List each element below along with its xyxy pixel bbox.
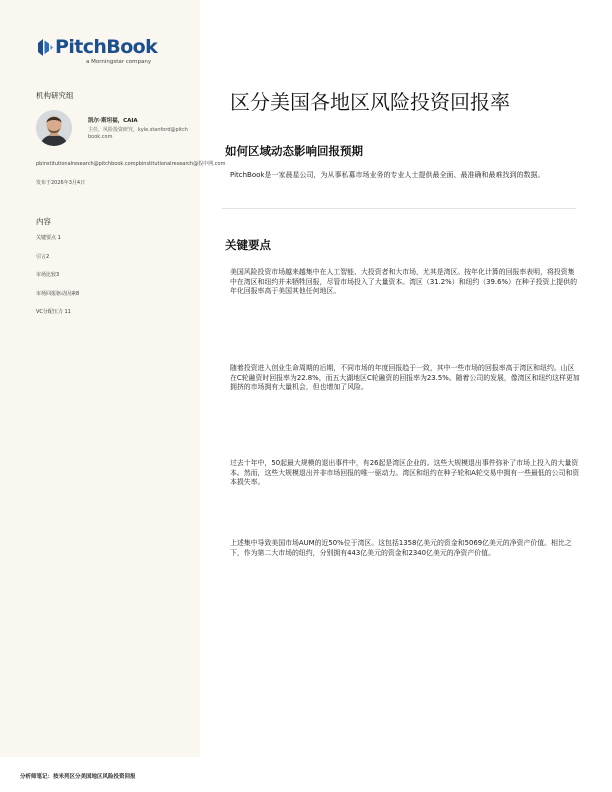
toc-item-distribution-pressure[interactable]: VC分配压力 11 xyxy=(36,309,71,316)
toc-item-market-comparison[interactable]: 市场比较3 xyxy=(36,272,60,279)
pitchbook-mark-icon xyxy=(38,39,53,56)
toc-item-return-drivers[interactable]: 市场回报驱动因素8 xyxy=(36,290,80,297)
publish-date: 发布于2026年3月4日 xyxy=(36,180,86,186)
author-block xyxy=(88,116,188,142)
table-of-contents xyxy=(36,234,79,327)
key-point-paragraph: 美国风险投资市场越来越集中在人工智能、大投资者和大市场，尤其是湾区。按年化计算的回报率表明，将投资集中在湾区和纽约并未牺牲回报，尽管市场投入了大量资本。湾区（31.2%）和纽约（39.6%）在种子投资上提供的年化回报率高于美国其他任何地区。 xyxy=(230,268,577,296)
page-subtitle: 如何区域动态影响回报预期 xyxy=(225,144,363,158)
intro-text: PitchBook是一家晨星公司，为从事私募市场业务的专业人士提供最全面、最准确和最难找到的数据。 xyxy=(230,171,545,179)
section-divider xyxy=(222,208,576,209)
key-points-heading: 关键要点 xyxy=(225,238,271,252)
author-name: 凯尔·斯坦福，CAIA xyxy=(88,118,138,124)
sidebar xyxy=(0,0,226,757)
author-photo xyxy=(36,110,72,146)
page-footer: 分析师笔记：按米列区分美国地区风险投资回报 xyxy=(20,774,136,780)
logo-wordmark: PitchBook xyxy=(55,36,158,58)
page-title: 区分美国各地区风险投资回报率 xyxy=(230,90,510,114)
key-point-paragraph: 随着投资进入创业生命周期的后期，不同市场的年度回报趋于一致，其中一些市场的回报率高于湾区和纽约。山区在C轮融资时回报率为22.8%，而五大湖地区C轮融资的回报率为23.5%。随着公司的发展，像湾区和纽约这样更加拥挤的市场拥有大量机会，但也增加了风险。 xyxy=(230,364,580,392)
toc-heading: 内容 xyxy=(36,217,51,226)
logo-tagline: a Morningstar company xyxy=(86,59,152,65)
research-group-label: 机构研究组 xyxy=(36,91,74,100)
key-point-paragraph: 过去十年中，50起最大规模的退出事件中，有26起是湾区企业的。这些大规模退出事件弥补了市场上投入的大量资本。然而，这些大规模退出并非市场回报的唯一驱动力。湾区和纽约在种子轮和A轮交易中拥有一些最低的公司和资本损失率。 xyxy=(230,459,580,487)
pitchbook-logo[interactable] xyxy=(38,36,168,65)
author-avatar xyxy=(36,110,72,146)
toc-item-key-points[interactable]: 关键要点 1 xyxy=(36,235,61,241)
key-point-paragraph: 上述集中导致美国市场AUM的近50%位于湾区。这包括1358亿美元的资金和5069亿美元的净资产价值。相比之下，作为第二大市场的纽约，分别拥有443亿美元的资金和2340亿美元的净资产价值。 xyxy=(230,539,572,557)
toc-item-introduction[interactable]: 引言2 xyxy=(36,253,50,260)
author-title: 主任，风险投资研究，kyle.stanford@pitchbook.com xyxy=(88,127,188,141)
contact-email[interactable]: pbinstitutionalresearch@pitchbook.compbinstitutionalresearch@投中网.com xyxy=(36,161,226,167)
